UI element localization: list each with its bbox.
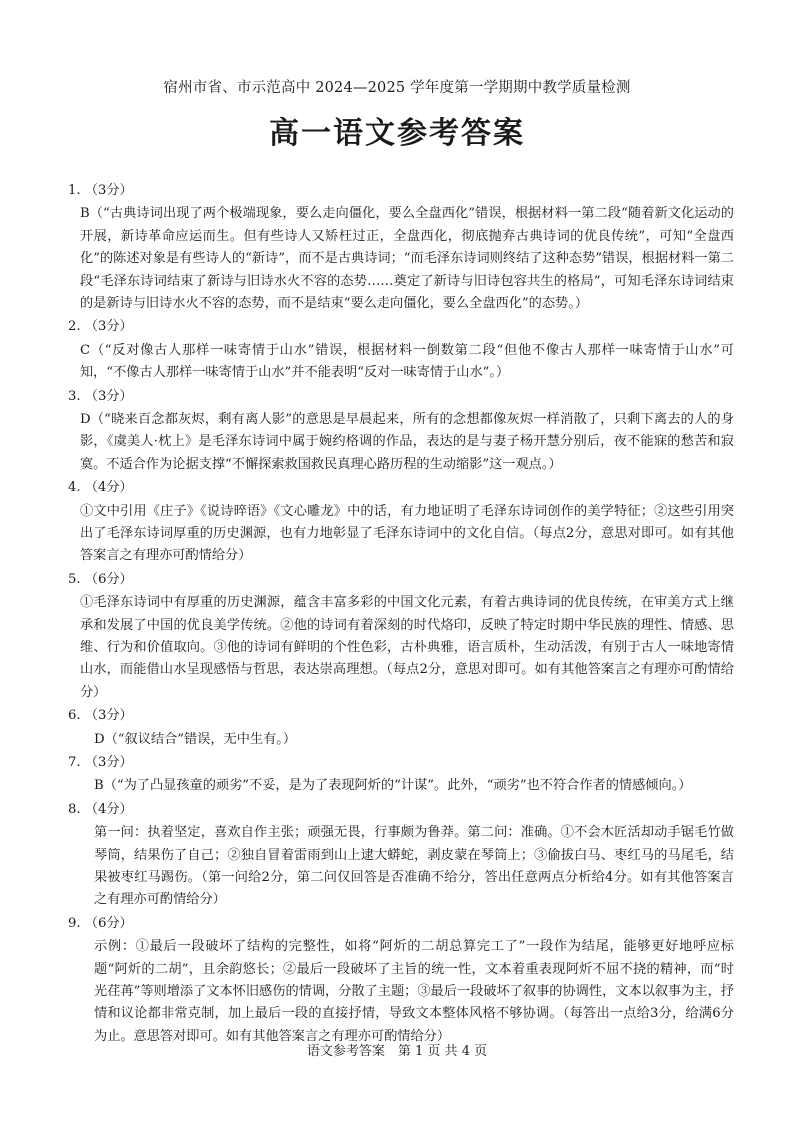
answer-item-7 — [68, 752, 734, 798]
question-number: 8. （4分） — [68, 801, 133, 817]
answer-text: D（“叙议结合”错误，无中生有。） — [94, 731, 297, 747]
question-number: 4. （4分） — [68, 480, 133, 496]
exam-header: 宿州市省、市示范高中 2024—2025 学年度第一学期期中教学质量检测 — [163, 80, 631, 96]
answer-text: 第一问：执着坚定，喜欢自作主张；顽强无畏，行事颇为鲁莽。第二问：准确。①不会木匠活却动手锯毛竹做琴筒，结果伤了自己；②独自冒着雷雨到山上逮大蟒蛇，剥皮蒙在琴筒上；③偷拔白马、枣红马的马尾毛，结果被枣红马踢伤。（第一问给2分，第二问仅回答是否准确不给分，答出任意两点分析给4分。如有其他答案言之有理亦可酌情给分） — [94, 825, 734, 908]
page-footer: 语文参考答案 第 1 页 共 4 页 — [306, 1044, 488, 1059]
answer-text: B（“古典诗词出现了两个极端现象，要么走向僵化，要么全盘西化”错误，根据材料一第二段“随着新文化运动的开展，新诗革命应运而生。但有些诗人又矫枉过正，全盘西化，彻底抛弃古典诗词的优良传统”，可知“全盘西化”的陈述对象是有些诗人的“新诗”，而不是古典诗词；“而毛泽东诗词则终结了这种态势”错误，根据材料一第二段“毛泽东诗词结束了新诗与旧诗水火不容的态势……奠定了新诗与旧诗包容共生的格局”，可知毛泽东诗词结束的是新诗与旧诗水火不容的态势，而不是结束“要么走向僵化，要么全盘西化”的态势。） — [80, 206, 734, 312]
question-number: 7. （3分） — [68, 755, 133, 771]
answer-text: 示例：①最后一段破坏了结构的完整性，如将“阿炘的二胡总算完工了”一段作为结尾，能够更好地呼应标题“阿炘的二胡”，且余韵悠长；②最后一段破坏了主旨的统一性，文本着重表现阿炘不屈不挠的精神，而“时光荏苒”等则增添了文本怀旧感伤的情调，分散了主题；③最后一段破坏了叙事的协调性，文本以叙事为主，抒情和议论都非常克制，加上最后一段的直接抒情，导致文本整体风格不够协调。（每答出一点给3分，给满6分为止。意思答对即可。如有其他答案言之有理亦可酌情给分） — [94, 939, 734, 1044]
answer-item-9 — [68, 913, 734, 1048]
question-number: 5. （6分） — [68, 571, 133, 587]
question-number: 3. （3分） — [68, 388, 133, 404]
answer-text: ①文中引用《庄子》《说诗晬语》《文心雕龙》中的话，有力地证明了毛泽东诗词创作的美学特征；②这些引用突出了毛泽东诗词厚重的历史渊源，也有力地彰显了毛泽东诗词中的文化自信。（每点2分，意思对即可。如有其他答案言之有理亦可酌情给分） — [80, 503, 734, 564]
answer-item-1 — [68, 180, 734, 315]
answer-text: B（“为了凸显孩童的顽劣”不妥，是为了表现阿炘的“计谋”。此外，“顽劣”也不符合作者的情感倾向。） — [94, 778, 692, 794]
question-number: 9. （6分） — [68, 915, 133, 931]
answer-item-8 — [68, 799, 734, 912]
answer-item-6 — [68, 705, 734, 751]
answer-text: D（“晓来百念都灰烬，剩有离人影”的意思是早晨起来，所有的念想都像灰烬一样消散了，只剩下离去的人的身影，《虞美人·枕上》是毛泽东诗词中属于婉约格调的作品，表达的是与妻子杨开慧分别后，夜不能寐的愁苦和寂寞。不适合作为论据支撑“不懈探索救国救民真理心路历程的生动缩影”这一观点。） — [80, 412, 734, 472]
answer-item-2 — [68, 316, 734, 384]
question-number: 6. （3分） — [68, 708, 133, 724]
question-number: 2. （3分） — [68, 319, 133, 335]
page-title: 高一语文参考答案 — [269, 116, 525, 151]
answer-item-4 — [68, 477, 734, 568]
answer-item-3 — [68, 386, 734, 477]
question-number: 1. （3分） — [68, 183, 133, 198]
answer-list — [68, 180, 734, 1049]
answer-text: ①毛泽东诗词中有厚重的历史渊源，蕴含丰富多彩的中国文化元素，有着古典诗词的优良传统，在审美方式上继承和发展了中国的优良美学传统。②他的诗词有着深刻的时代烙印，反映了特定时期中华民族的理性、情感、思维、行为和价值取向。③他的诗词有鲜明的个性色彩，古朴典雅，语言质朴，生动活泼，有别于古人一味地寄情山水，而能借山水呈现感悟与哲思，表达崇高理想。（每点2分，意思对即可。如有其他答案言之有理亦可酌情给分） — [80, 595, 734, 700]
answer-item-5 — [68, 569, 734, 704]
answer-text: C（“反对像古人那样一味寄情于山水”错误，根据材料一倒数第二段“但他不像古人那样一味寄情于山水”可知，“不像古人那样一味寄情于山水”并不能表明“反对一味寄情于山水”。） — [80, 342, 734, 381]
